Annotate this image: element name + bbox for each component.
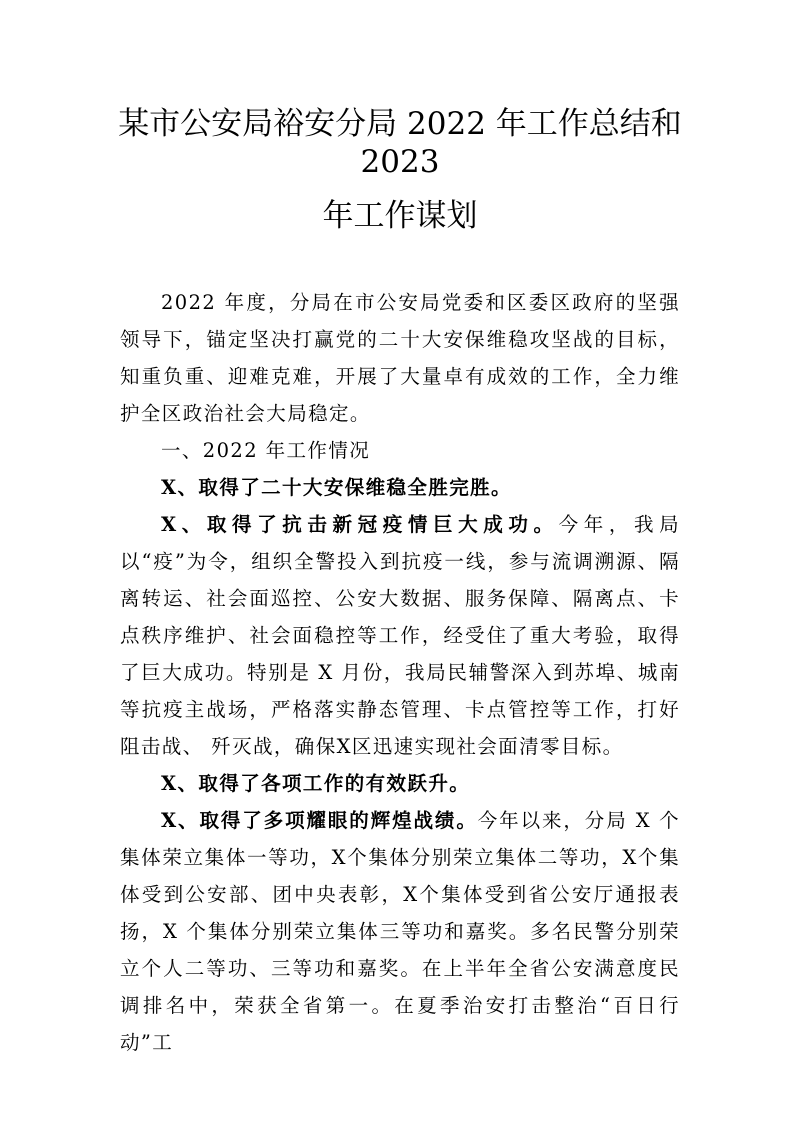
item-1-heading: X、取得了二十大安保维稳全胜完胜。: [161, 476, 512, 499]
item-2-heading: X、取得了抗击新冠疫情巨大成功。: [161, 513, 559, 536]
section-heading-text: 一、2022 年工作情况: [161, 439, 371, 462]
intro-paragraph: 2022 年度，分局在市公安局党委和区委区政府的坚强领导下，锚定坚决打赢党的二十大安保维稳攻坚战的目标，知重负重、迎难克难，开展了大量卓有成效的工作，全力维护全区政治社会大局稳定。: [120, 291, 680, 425]
section-heading: [120, 432, 680, 469]
title-line-2: 2023: [360, 144, 440, 180]
item-3-heading: X、取得了各项工作的有效跃升。: [161, 772, 471, 795]
item-2-text: 今年，我局以“疫”为令，组织全警投入到抗疫一线，参与流调溯源、隔离转运、社会面巡控、公安大数据、服务保障、隔离点、卡点秩序维护、社会面稳控等工作，经受住了重大考验，取得了巨大成功。特别是 X 月份，我局民辅警深入到苏埠、城南等抗疫主战场，严格落实静态管理、卡点管控等工作，打好阻击战、 歼灭战，确保X区迅速实现社会面清零目标。: [120, 513, 680, 758]
item-2-paragraph: [120, 506, 680, 765]
document-body: [120, 284, 680, 1061]
item-4-heading: X、取得了多项耀眼的辉煌战绩。: [161, 809, 478, 832]
item-4-text: 今年以来，分局 X 个集体荣立集体一等功，X个集体分别荣立集体二等功，X个集体受到公安部、团中央表彰，X个集体受到省公安厅通报表扬，X 个集体分别荣立集体三等功和嘉奖。多名民警分别荣立个人二等功、三等功和嘉奖。在上半年全省公安满意度民调排名中，荣获全省第一。在夏季治安打击整治“百日行动”工: [120, 809, 680, 1054]
title-line-3: 年工作谋划: [322, 198, 478, 234]
title-line-1: 某市公安局裕安分局 2022 年工作总结和: [118, 106, 682, 142]
item-3-paragraph: [120, 765, 680, 802]
item-4-paragraph: [120, 802, 680, 1061]
item-1-paragraph: [120, 469, 680, 506]
